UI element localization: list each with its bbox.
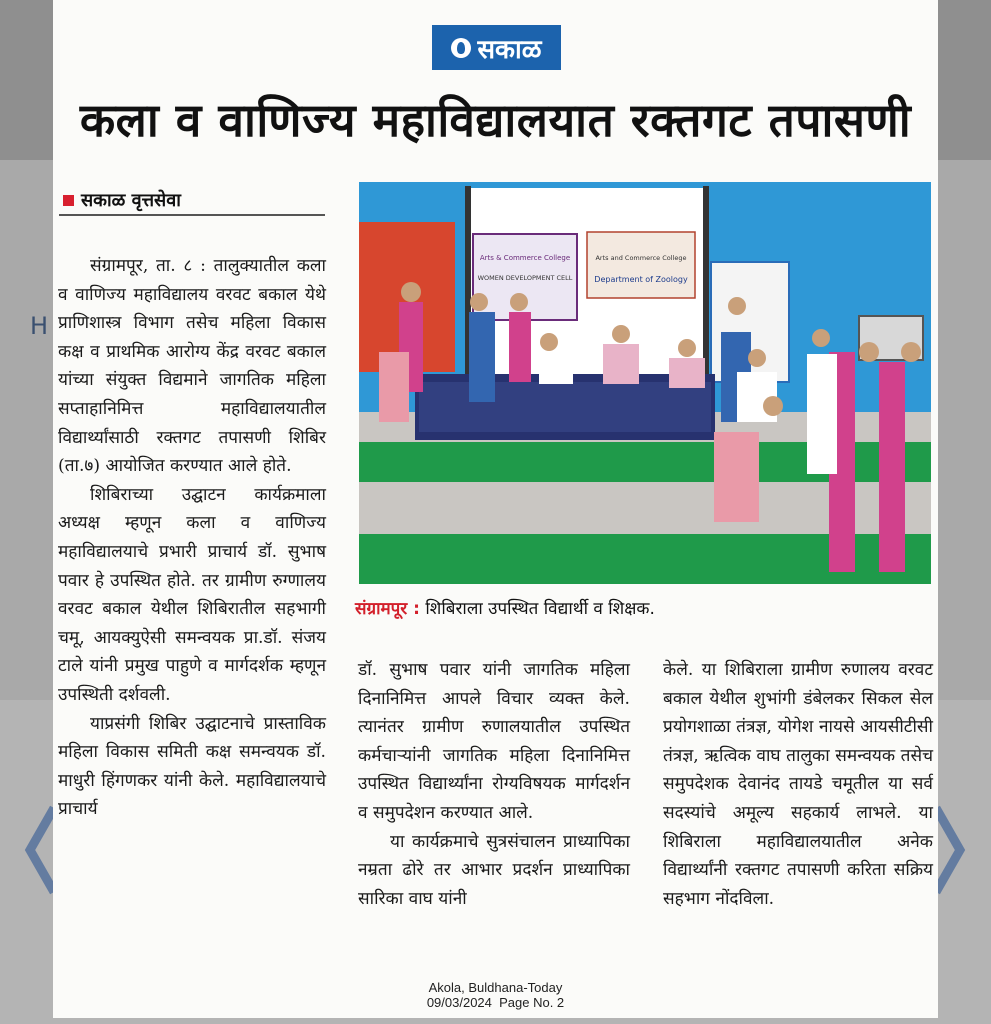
paragraph: या कार्यक्रमाचे सुत्रसंचालन प्राध्यापिका नम्रता ढोरे तर आभार प्रदर्शन प्राध्यापिका सारिका वाघ यांनी (358, 831, 630, 909)
red-square-icon (63, 195, 74, 206)
sakal-logo-icon (451, 38, 471, 58)
date-page-label: 09/03/2024 Page No. 2 (426, 995, 565, 1010)
caption-text: शिबिराला उपस्थित विद्यार्थी व शिक्षक. (425, 599, 655, 619)
article-column-3 (663, 656, 933, 913)
masthead-logo (432, 25, 561, 70)
clipping-footer (53, 980, 938, 1010)
background-heading-letter: H (30, 312, 49, 340)
paragraph: याप्रसंगी शिबिर उद्घाटनाचे प्रास्ताविक महिला विकास समिती कक्ष समन्वयक डॉ. माधुरी हिंगणकर यांनी केले. महाविद्यालयाचे प्राचार्य (58, 713, 326, 820)
byline (63, 188, 181, 212)
newspaper-clipping (53, 0, 938, 1018)
article-column-1 (58, 252, 326, 824)
banner-college-text: Arts & Commerce College (479, 254, 571, 262)
article-headline: कला व वाणिज्य महाविद्यालयात रक्तगट तपासणी (79, 93, 912, 147)
paragraph: शिबिराच्या उद्घाटन कार्यक्रमाला अध्यक्ष म्हणून कला व वाणिज्य महाविद्यालयाचे प्रभारी प्राचार्य डॉ. सुभाष पवार हे उपस्थित होते. तर ग्रामीण रुग्णालय वरवट बकाल येथील शिबिरातील सहभागी चमू, आयक्युऐसी समन्वयक प्रा.डॉ. संजय टाले यांनी प्रमुख पाहुणे व मार्गदर्शक म्हणून उपस्थिती दर्शवली. (58, 484, 326, 705)
banner-zoology-text: Department of Zoology (594, 275, 688, 284)
paragraph: डॉ. सुभाष पवार यांनी जागतिक महिला दिनानिमित्त आपले विचार व्यक्त केले. त्यानंतर ग्रामीण रुणालयातील उपस्थित कर्मचाऱ्यांनी जागतिक महिला दिनानिमित्त उपस्थित विद्यार्थ्यांना रोग्यविषयक मार्गदर्शन व समुपदेशन करण्यात आले. (358, 660, 630, 823)
paragraph: संग्रामपूर, ता. ८ : तालुक्यातील कला व वाणिज्य महाविद्यालय वरवट बकाल येथे प्राणिशास्त्र विभाग तसेच महिला विकास कक्ष व प्राथमिक आरोग्य केंद्र वरवट बकाल यांच्या संयुक्त विद्यमाने जागतिक महिला सप्ताहानिमित्त महाविद्यालयातील विद्यार्थ्यांसाठी रक्तगट तपासणी शिबिर (ता.७) आयोजित करण्यात आले होते. (58, 256, 326, 477)
caption-place: संग्रामपूर : (355, 599, 420, 619)
article-column-2 (358, 656, 630, 913)
photo-caption (355, 596, 935, 619)
event-photo-illustration (359, 182, 931, 584)
byline-divider (59, 214, 325, 216)
masthead-name: सकाळ (477, 34, 542, 65)
byline-text: सकाळ वृत्तसेवा (81, 190, 181, 211)
banner-cell-text: WOMEN DEVELOPMENT CELL (477, 274, 573, 282)
paragraph: केले. या शिबिराला ग्रामीण रुणालय वरवट बकाल येथील शुभांगी डंबेलकर सिकल सेल प्रयोगशाळा तंत्रज्ञ, योगेश नायसे आयसीटीसी तंत्रज्ञ, ऋत्विक वाघ तालुका समन्वयक तसेच समुपदेशक देवानंद तायडे चमूतील या सर्व सदस्यांचे अमूल्य सहकार्य लाभले. या शिबिराला महाविद्यालयातील अनेक विद्यार्थ्यांनी रक्तगट तपासणी करिता सक्रिय सहभाग नोंदविला. (663, 660, 933, 909)
edition-label: Akola, Buldhana-Today (428, 980, 563, 995)
event-photo (359, 182, 931, 584)
banner-college2-text: Arts and Commerce College (595, 254, 687, 262)
